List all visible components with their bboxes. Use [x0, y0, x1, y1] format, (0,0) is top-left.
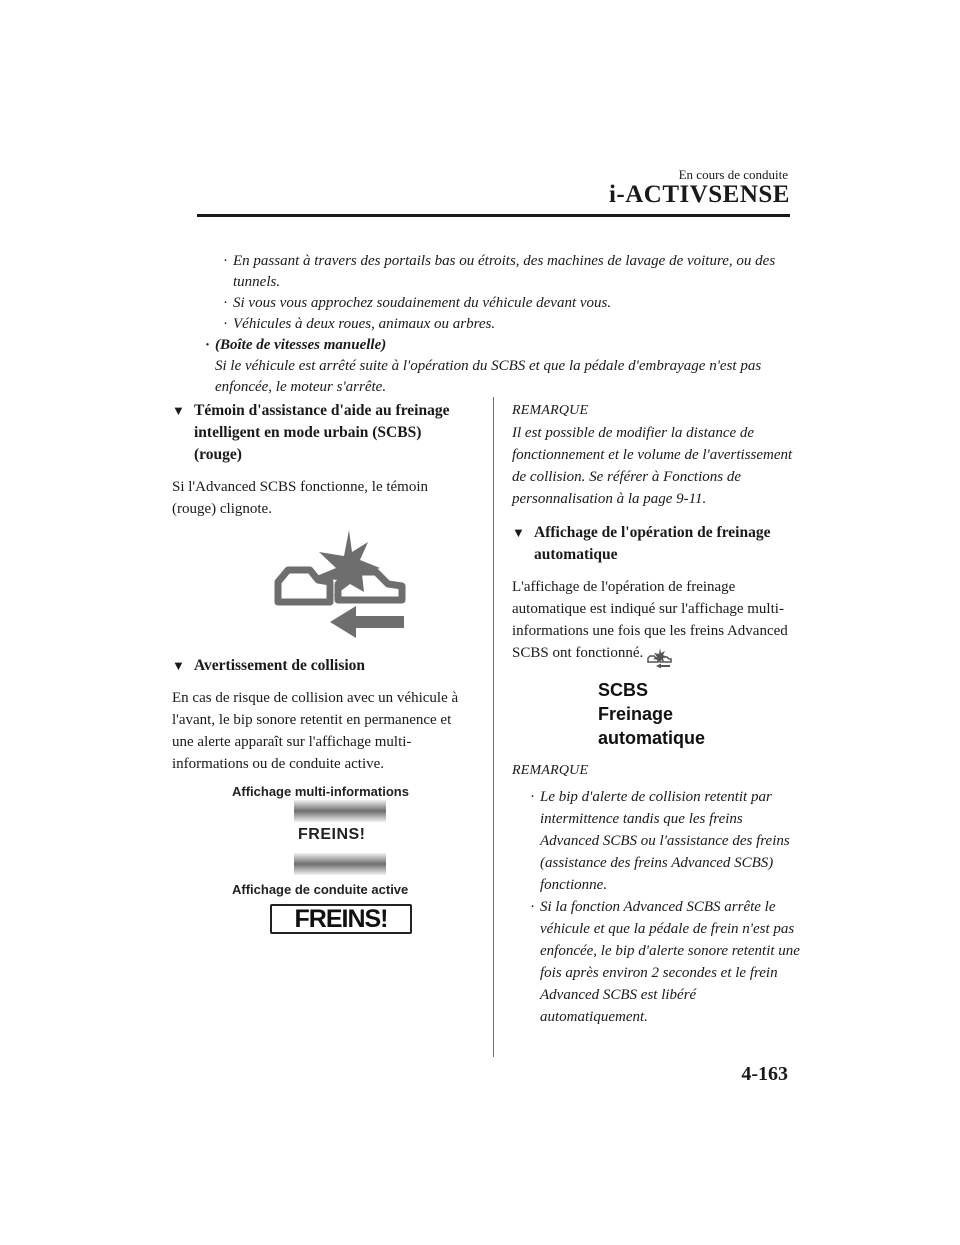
display-shade-bottom: [294, 853, 386, 875]
list-item: · En passant à travers des portails bas ou étroits, des machines de lavage de voiture, ou des tunnels.: [215, 251, 790, 293]
section-label: En cours de conduite: [678, 167, 788, 182]
list-item: · Le bip d'alerte de collision retentit par intermittence tandis que les freins Advanced SCBS ou l'assistance des freins (assistance des freins Advanced SCBS) fonctionne.: [522, 786, 802, 896]
note-title: REMARQUE: [512, 763, 589, 778]
right-column-note2: [512, 760, 802, 1028]
right-column: [512, 400, 802, 664]
display-shade-top: [294, 800, 386, 822]
scbs-braking-icon: [646, 648, 672, 668]
scbs-line-3: automatique: [598, 728, 706, 748]
heading-auto-brake-display: ▼ Affichage de l'opération de freinage automatique: [512, 522, 802, 566]
caption-active-display: Affichage de conduite active: [232, 882, 409, 897]
paragraph-collision-warning: En cas de risque de collision avec un véhicule à l'avant, le bip sonore retentit en permanence et une alerte apparaît sur l'affichage multi-informations ou de conduite active.: [172, 690, 459, 772]
list-item: · Véhicules à deux roues, animaux ou arbres.: [215, 314, 790, 335]
page-title: i-ACTIVSENSE: [608, 181, 790, 208]
top-conditions-block: [205, 251, 790, 398]
paragraph-auto-brake-display: L'affichage de l'opération de freinage automatique est indiqué sur l'affichage multi-informations une fois que les freins Advanced SCBS ont fonctionné.: [512, 579, 788, 661]
note-text: Il est possible de modifier la distance de fonctionnement et le volume de l'avertissement de collision. Se référer à Fonctions de personnalisation à la page 9-11.: [512, 425, 793, 507]
scbs-line-2: Freinage: [598, 704, 674, 724]
list-item: · Si la fonction Advanced SCBS arrête le véhicule et que la pédale de frein n'est pas enfoncée, le bip d'alerte sonore retentit une fois après environ 2 secondes et le frein Advanced SCBS est libéré automatiquement.: [522, 896, 802, 1028]
scbs-line-1: SCBS: [598, 680, 649, 700]
heading-collision-warning: ▼ Avertissement de collision: [172, 655, 462, 677]
caption-multi-info: Affichage multi-informations: [232, 784, 409, 799]
scbs-display-label: [598, 678, 705, 750]
scbs-collision-warning-icon: [272, 530, 408, 640]
manual-transmission-text: Si le véhicule est arrêté suite à l'opération du SCBS et que la pédale d'embrayage n'est pas enfoncée, le moteur s'arrête.: [215, 358, 762, 395]
header-divider: [197, 214, 790, 217]
list-item: · Si vous vous approchez soudainement du véhicule devant vous.: [215, 293, 790, 314]
heading-scbs-indicator: ▼ Témoin d'assistance d'aide au freinage intelligent en mode urbain (SCBS) (rouge): [172, 400, 462, 466]
left-column-collision: [172, 655, 462, 775]
note-title: REMARQUE: [512, 403, 589, 418]
manual-transmission-title: · (Boîte de vitesses manuelle): [205, 335, 790, 356]
freins-multi-info-text: FREINS!: [298, 826, 366, 843]
freins-active-display: FREINS!: [270, 904, 412, 934]
column-divider: [493, 397, 494, 1057]
left-column: [172, 400, 462, 520]
paragraph-scbs-indicator: Si l'Advanced SCBS fonctionne, le témoin (rouge) clignote.: [172, 479, 429, 517]
page-number: 4-163: [741, 1063, 788, 1085]
